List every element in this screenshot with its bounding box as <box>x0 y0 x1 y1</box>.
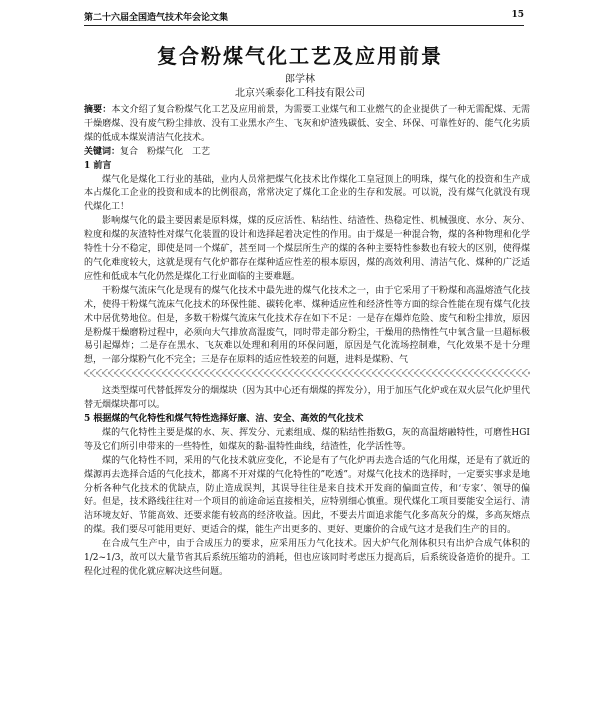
running-title: 第二十六届全国造气技术年会论文集 <box>84 13 229 23</box>
paragraph: 影响煤气化的最主要因素是原料煤，煤的反应活性、粘结性、结渣性、热稳定性、机械强度、水分、灰分、粒度和煤的灰渣特性对煤气化装置的设计和选择起着决定性的作用。由于煤是一种混合物，煤的各种物理和化学特性十分不稳定，即使是同一个煤矿，甚至同一个煤层所生产的煤的各种主要特性参数也有较大的区别，使得煤的气化难度较大，这就是现有气化炉都存在煤种适应性差的根本原因，煤的高效利用、清洁气化、煤种的广泛适应性和低成本气化仍然是煤化工行业面临的主要难题。 <box>84 216 530 282</box>
section-heading-1: 1 前言 <box>84 160 112 171</box>
article-body <box>84 104 530 580</box>
paragraph: 在合成气生产中，由于合成压力的要求，应采用压力气化技术。因大炉气化剂体积只有出炉合成气体积的1/2~1/3，故可以大量节省其后系统压缩功的消耗，但也应该同时考虑压力提高后，后系统设备造价的提升。工程化过程的优化就应解决这些问题。 <box>84 539 530 577</box>
article-title: 复合粉煤气化工艺及应用前景 <box>157 44 443 68</box>
section-heading-5: 5 根据煤的气化特性和煤气特性选择好廉、洁、安全、高效的气化技术 <box>84 414 364 425</box>
paragraph: 煤的气化特性主要是煤的水、灰、挥发分、元素组成、煤的粘结性指数G，灰的高温熔融特性，可磨性HGI等及它们所引申带来的一些特性，如煤灰的黏-温特性曲线，结渣性，化学活性等。 <box>84 427 530 452</box>
paragraph: 煤的气化特性不同，采用的气化技术就应变化，不论是有了气化炉再去选合适的气化用煤，还是有了就近的煤源再去选择合适的气化技术，都离不开对煤的气化特性的”吃透”。对煤气化技术的选择时，一定要实事求是地分析各种气化技术的优缺点，防止造成误判，其误导往往是来自技术开发商的偏面宣传，和‘专家’、领导的偏好。但是，技术路线往往对一个项目的前途命运直接相关，应特别细心慎重。现代煤化工项目要能安全运行、清洁环境友好、节能高效、还要求能有较高的经济收益。因此，不要去片面追求能气化多高灰分的煤，多高灰熔点的煤。我们要尽可能用更好、更适合的煤，能生产出更多的、更好、更廉价的合成气这才是我们生产的目的。 <box>84 455 530 536</box>
paragraph: 煤气化是煤化工行业的基础，业内人员常把煤气化技术比作煤化工皇冠顶上的明珠，煤气化的投资和生产成本占煤化工企业的投资和成本的比例很高，常常决定了煤化工企业的生存和发展。可以说，没有煤气化就没有现代煤化工！ <box>84 174 530 213</box>
paragraph: 干粉煤气流床气化是现有的煤气化技术中最先进的煤气化技术之一，由于它采用了干粉煤和高温熔渣气化技术，使得干粉煤气流床气化技术的环保性能、碳转化率、煤种适应性和经济性等方面的综合性能在现有煤气化技术中居优势地位。但是，多数干粉煤气流床气化技术存在如下不足：一是存在爆炸危险、废气和粉尘排放，原因是粉煤干燥磨粉过程中，必须向大气排放高湿废气，同时带走部分粉尘，干燥用的热惰性气中氧含量一旦超标极易引起爆炸；二是存在黑水、飞灰难以处理和利用的环保问题，原因是气化流场控制难，气化效果不是十分理想，一部分煤粉气化不完全；三是存在原料的适应性较差的问题，进料是煤粉、气 <box>84 285 530 366</box>
keywords-label: 关键词： <box>84 146 121 157</box>
page-number: 15 <box>511 10 524 20</box>
keywords-text: 复合 粉煤气化 工艺 <box>120 146 211 157</box>
keywords <box>84 146 530 160</box>
author-name: 郎学林 <box>285 74 315 85</box>
running-header <box>84 10 524 26</box>
abstract <box>84 104 530 146</box>
abstract-label: 摘要： <box>84 105 112 115</box>
affiliation: 北京兴乘泰化工科技有限公司 <box>235 88 365 99</box>
page-break-divider <box>84 369 530 377</box>
abstract-text: 本文介绍了复合粉煤气化工艺及应用前景，为需要工业煤气和工业燃气的企业提供了一种无需配煤、无需干燥磨煤、没有废气粉尘排放、没有工业黑水产生、飞灰和炉渣残碳低、安全、环保、可靠性好的、能气化劣质煤的低成本煤炭清洁气化技术。 <box>84 105 530 143</box>
paragraph: 这类型煤可代替低挥发分的烟煤块（因为其中心还有烟煤的挥发分），用于加压气化炉或在双火层气化炉里代替无烟煤块都可以。 <box>84 386 530 411</box>
